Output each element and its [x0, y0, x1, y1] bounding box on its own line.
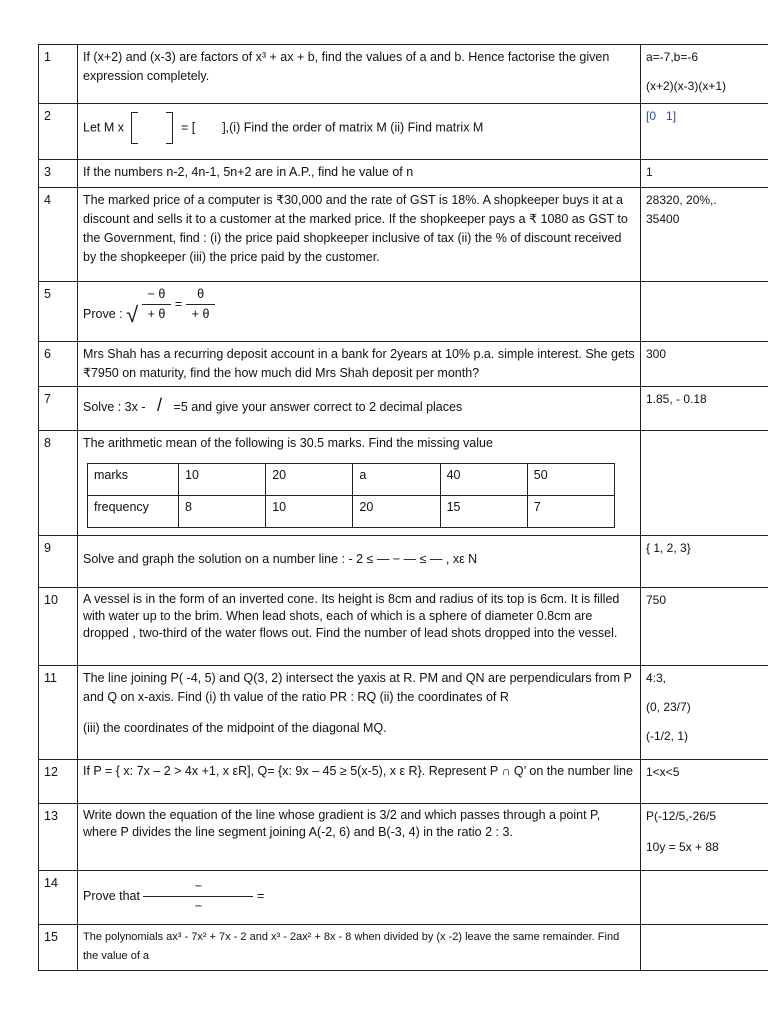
answer: a=-7,b=-6 — [646, 50, 699, 64]
question-number: 6 — [39, 342, 78, 387]
answer-cell — [641, 431, 768, 536]
question-number: 11 — [39, 666, 78, 760]
question-text: The arithmetic mean of the following is 30.5 marks. Find the missing value marks 10 20 a 40 50 frequency 8 10 20 15 7 — [78, 431, 641, 536]
answer: (x+2)(x-3)(x+1) — [646, 79, 727, 93]
worksheet — [38, 44, 768, 971]
question-number: 13 — [39, 804, 78, 871]
table-row — [39, 588, 768, 666]
question-text: The line joining P( -4, 5) and Q(3, 2) intersect the yaxis at R. PM and QN are perpendiculars from P and Q on x-axis. Find (i) th value of the ratio PR : RQ (ii) the coordinates of R (iii) the coordinates of the midpoint of the diagonal MQ. — [78, 666, 641, 760]
answer: 1 — [641, 160, 768, 188]
question-number: 10 — [39, 588, 78, 666]
question-number: 14 — [39, 871, 78, 925]
answer-cell: 28320, 20%,. 35400 — [641, 188, 768, 282]
question-text: A vessel is in the form of an inverted cone. Its height is 8cm and radius of its top is 6cm. It is filled with water up to the brim. When lead shots, each of which is a sphere of diameter 0.8cm are dropped , two-third of the water flows out. Find the number of lead shots dropped into the vessel. — [78, 588, 641, 666]
question-text: Solve : 3x - / =5 and give your answer correct to 2 decimal places — [78, 387, 641, 431]
question-text: Prove that $\frac{-}{-}$ = — [78, 871, 641, 925]
table-row — [39, 104, 768, 160]
question-text: The marked price of a computer is ₹30,000 and the rate of GST is 18%. A shopkeeper buys it at a discount and sells it to a customer at the marked price. If the shopkeeper pays a ₹ 1080 as GST to the Government, find : (i) the price paid shopkeeper inclusive of tax (ii) the % of discount received by the shopkeeper (iii) the price paid by the customer. — [78, 188, 641, 282]
question-number: 7 — [39, 387, 78, 431]
table-row — [39, 431, 768, 536]
frequency-table: marks 10 20 a 40 50 frequency 8 10 20 15 7 — [87, 463, 615, 528]
question-text: Prove : √ $\frac{- \theta}{+ \theta}$ = $\frac{\theta}{+ \theta}$ — [78, 282, 641, 342]
question-text: Let M x = [ ],(i) Find the order of matrix M (ii) Find matrix M — [78, 104, 641, 160]
table-row — [39, 342, 768, 387]
answer-cell: [0 1] — [641, 104, 768, 160]
table-row — [39, 160, 768, 188]
question-text: Write down the equation of the line whose gradient is 3/2 and which passes through a point P, where P divides the line segment joining A(-2, 6) and B(-3, 4) in the ratio 2 : 3. — [78, 804, 641, 871]
table-row — [39, 188, 768, 282]
answer-cell — [641, 925, 768, 971]
table-row — [39, 282, 768, 342]
table-row — [39, 666, 768, 760]
table-row — [39, 387, 768, 431]
question-text: If (x+2) and (x-3) are factors of x³ + ax + b, find the values of a and b. Hence factorise the given expression completely. — [78, 45, 641, 104]
answer: 750 — [641, 588, 768, 666]
question-number: 12 — [39, 760, 78, 804]
question-number: 9 — [39, 536, 78, 588]
question-number: 3 — [39, 160, 78, 188]
fraction-slash: / — [157, 395, 163, 415]
matrix-bracket-right — [166, 112, 173, 144]
answer-cell — [641, 282, 768, 342]
table-row — [39, 536, 768, 588]
answer-cell — [641, 45, 768, 104]
table-row — [39, 871, 768, 925]
answer: 1.85, - 0.18 — [641, 387, 768, 431]
table-row — [39, 925, 768, 971]
matrix-bracket-left — [131, 112, 138, 144]
answer-cell: 4:3, (0, 23/7) (-1/2, 1) — [641, 666, 768, 760]
question-number: 15 — [39, 925, 78, 971]
table-row — [39, 45, 768, 104]
question-text: The polynomials ax³ - 7x² + 7x - 2 and x³ - 2ax² + 8x - 8 when divided by (x -2) leave the same remainder. Find the value of a — [78, 925, 641, 971]
question-text: If P = { x: 7x – 2 > 4x +1, x εR], Q= {x: 9x – 45 ≥ 5(x-5), x ε R}. Represent P ∩ Q’ on the number line — [78, 760, 641, 804]
answer: { 1, 2, 3} — [641, 536, 768, 588]
question-number: 2 — [39, 104, 78, 160]
question-number: 1 — [39, 45, 78, 104]
question-number: 5 — [39, 282, 78, 342]
question-table — [38, 44, 768, 971]
question-number: 4 — [39, 188, 78, 282]
question-text: If the numbers n-2, 4n-1, 5n+2 are in A.P., find he value of n — [78, 160, 641, 188]
table-row — [39, 804, 768, 871]
answer: 300 — [641, 342, 768, 387]
answer: 1<x<5 — [641, 760, 768, 804]
question-text: Mrs Shah has a recurring deposit account in a bank for 2years at 10% p.a. simple interest. She gets ₹7950 on maturity, find the how much did Mrs Shah deposit per month? — [78, 342, 641, 387]
answer-cell — [641, 871, 768, 925]
question-number: 8 — [39, 431, 78, 536]
question-text: Solve and graph the solution on a number line : - 2 ≤ — − — ≤ — , xε N — [78, 536, 641, 588]
answer-cell: P(-12/5,-26/5 10y = 5x + 88 — [641, 804, 768, 871]
table-row — [39, 760, 768, 804]
